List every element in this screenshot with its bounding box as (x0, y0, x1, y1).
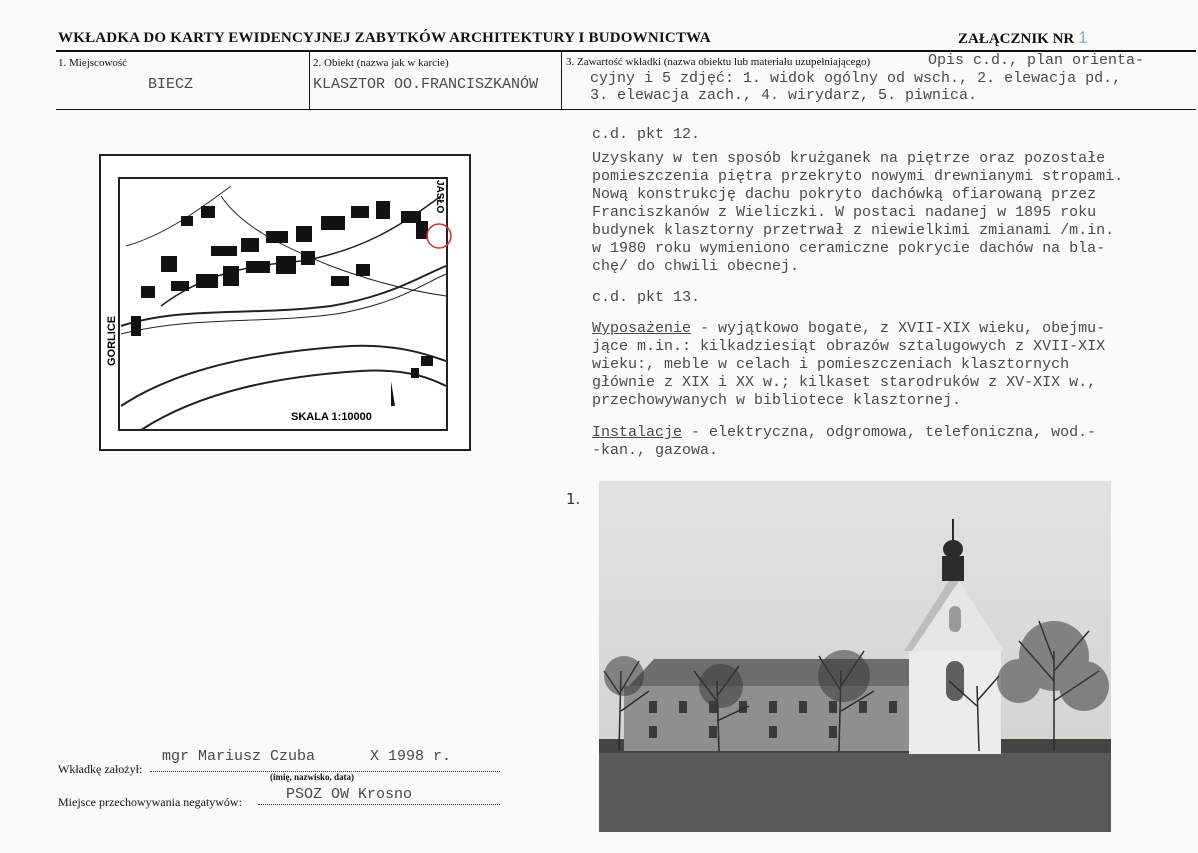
installations-label: Instalacje (592, 424, 683, 441)
paragraph-1 (592, 150, 1192, 276)
photo-number: 1. (566, 490, 581, 508)
cd-pkt-12: c.d. pkt 12. (592, 126, 701, 143)
equipment-line (592, 320, 1192, 338)
map-drawing (101, 156, 469, 449)
installations-first: - elektryczna, odgromowa, telefoniczna, wod.- (682, 424, 1097, 441)
monastery-photo (599, 481, 1111, 832)
equipment-line: przechowywanych w bibliotece klasztornej. (592, 392, 962, 409)
installations-line: -kan., gazowa. (592, 442, 719, 459)
cd-pkt-13: c.d. pkt 13. (592, 289, 701, 306)
field-3-label: 3. Zawartość wkładki (nazwa obiektu lub materiału uzupełniającego) (566, 56, 871, 68)
field-divider-1 (309, 51, 310, 109)
orientation-map (99, 154, 471, 451)
paragraph-1-line: budynek klasztorny przetrwał z niewielkimi zmianami /m.in. (592, 222, 1115, 239)
map-left-label: GORLICE (106, 315, 118, 366)
field-divider-2 (561, 51, 562, 109)
equipment-label: Wyposażenie (592, 320, 692, 337)
equipment-line: głównie z XIX i XX w.; kilkaset starodruków z XV-XIX w., (592, 374, 1097, 391)
field-2-value: KLASZTOR OO.FRANCISZKANÓW (313, 76, 539, 93)
photo-drawing (599, 481, 1111, 832)
installations-paragraph (592, 424, 1192, 460)
founded-label: Wkładkę założył: (58, 762, 143, 776)
field-3-value-line-3: 3. elewacja zach., 4. wirydarz, 5. piwnica. (590, 87, 978, 104)
negatives-dotted-line (258, 804, 500, 805)
equipment-line: wieku:, meble w celach i pomieszczeniach klasztornych (592, 356, 1070, 373)
field-3-value-line-2: cyjny i 5 zdjęć: 1. widok ogólny od wsch., 2. elewacja pd., (590, 70, 1122, 87)
founded-date: X 1998 r. (370, 748, 452, 765)
installations-line (592, 424, 1192, 442)
map-right-label: JASŁO (434, 180, 445, 214)
negatives-label: Miejsce przechowywania negatywów: (58, 795, 242, 809)
field-2-label: 2. Obiekt (nazwa jak w karcie) (313, 57, 449, 69)
attachment-number: 1 (1078, 28, 1088, 47)
field-1-value: BIECZ (148, 76, 194, 93)
paragraph-1-line: Uzyskany w ten sposób krużganek na piętrze oraz pozostałe (592, 150, 1106, 167)
attachment-label (958, 28, 1088, 48)
map-frame (119, 178, 447, 430)
header-rule-bottom (56, 109, 1196, 110)
paragraph-1-line: chę/ do chwili obecnej. (592, 258, 800, 275)
field-1-label: 1. Miejscowość (58, 57, 128, 69)
paragraph-1-line: pomieszczenia piętra przekryto nowymi drewnianymi stropami. (592, 168, 1124, 185)
map-scale-label: SKALA 1:10000 (291, 411, 372, 423)
paragraph-1-line: Nową konstrukcję dachu pokryto dachówką ofiarowaną przez (592, 186, 1097, 203)
paragraph-1-line: w 1980 roku wymieniono ceramiczne pokrycie dachów na bla- (592, 240, 1106, 257)
form-title: WKŁADKA DO KARTY EWIDENCYJNEJ ZABYTKÓW ARCHITEKTURY I BUDOWNICTWA (58, 30, 711, 46)
equipment-paragraph (592, 320, 1192, 410)
paragraph-1-line: Franciszkanów z Wieliczki. W postaci nadanej w 1895 roku (592, 204, 1097, 221)
negatives-value: PSOZ OW Krosno (286, 786, 413, 803)
equipment-first: - wyjątkowo bogate, z XVII-XIX wieku, obejmu- (691, 320, 1106, 337)
founded-sub-label: (imię, nazwisko, data) (270, 772, 354, 782)
equipment-line: jące m.in.: kilkadziesiąt obrazów sztalugowych z XVII-XIX (592, 338, 1106, 355)
field-3-value-line-1: Opis c.d., plan orienta- (928, 52, 1145, 69)
founded-value: mgr Mariusz Czuba (162, 748, 316, 765)
attachment-label-text: ZAŁĄCZNIK NR (958, 31, 1075, 47)
